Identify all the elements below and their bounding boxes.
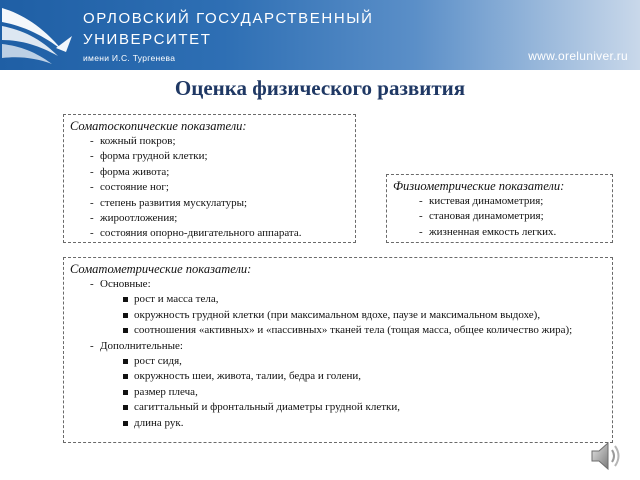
list-item: соотношения «активных» и «пассивных» тканей тела (тощая масса, общее количество жира); (70, 323, 604, 338)
bird-logo-icon (0, 0, 80, 70)
physiometry-box (386, 174, 613, 243)
physiometry-heading: Физиометрические показатели: (393, 179, 565, 193)
university-name-line1: ОРЛОВСКИЙ ГОСУДАРСТВЕННЫЙ (83, 10, 374, 27)
list-item: - жизненная емкость легких. (393, 225, 606, 240)
somatometry-main-list (70, 292, 604, 338)
main-group-label: - Основные: (70, 277, 604, 292)
somatoscopy-list (70, 134, 349, 242)
somatometry-main-group (70, 277, 604, 292)
extra-group-label: - Дополнительные: (70, 339, 604, 354)
list-item: - кожный покров; (70, 134, 349, 149)
page-title: Оценка физического развития (174, 76, 466, 100)
list-item: окружность грудной клетки (при максимальном вдохе, паузе и максимальном выдохе), (70, 308, 604, 323)
somatometry-heading: Соматометрические показатели: (70, 262, 252, 276)
list-item: - степень развития мускулатуры; (70, 196, 349, 211)
physiometry-list (393, 194, 606, 240)
speaker-icon[interactable] (588, 438, 624, 474)
somatometry-extra-list (70, 354, 604, 431)
list-item: - становая динамометрия; (393, 209, 606, 224)
list-item: - жироотложения; (70, 211, 349, 226)
somatoscopy-heading: Соматоскопические показатели: (70, 119, 247, 133)
list-item: - состояния опорно-двигательного аппарата. (70, 226, 349, 241)
header-banner (0, 0, 640, 70)
list-item: сагиттальный и фронтальный диаметры грудной клетки, (70, 400, 604, 415)
list-item: окружность шеи, живота, талии, бедра и голени, (70, 369, 604, 384)
list-item: - форма живота; (70, 165, 349, 180)
list-item: длина рук. (70, 416, 604, 431)
list-item: размер плеча, (70, 385, 604, 400)
website-link[interactable]: www.oreluniver.ru (528, 49, 628, 63)
somatoscopy-box (63, 114, 356, 243)
somatometry-extra-group (70, 339, 604, 354)
list-item: рост и масса тела, (70, 292, 604, 307)
somatometry-box (63, 257, 613, 443)
list-item: - форма грудной клетки; (70, 149, 349, 164)
list-item: рост сидя, (70, 354, 604, 369)
university-name-line3: имени И.С. Тургенева (83, 53, 176, 63)
list-item: - состояние ног; (70, 180, 349, 195)
university-name-line2: УНИВЕРСИТЕТ (83, 31, 212, 48)
list-item: - кистевая динамометрия; (393, 194, 606, 209)
